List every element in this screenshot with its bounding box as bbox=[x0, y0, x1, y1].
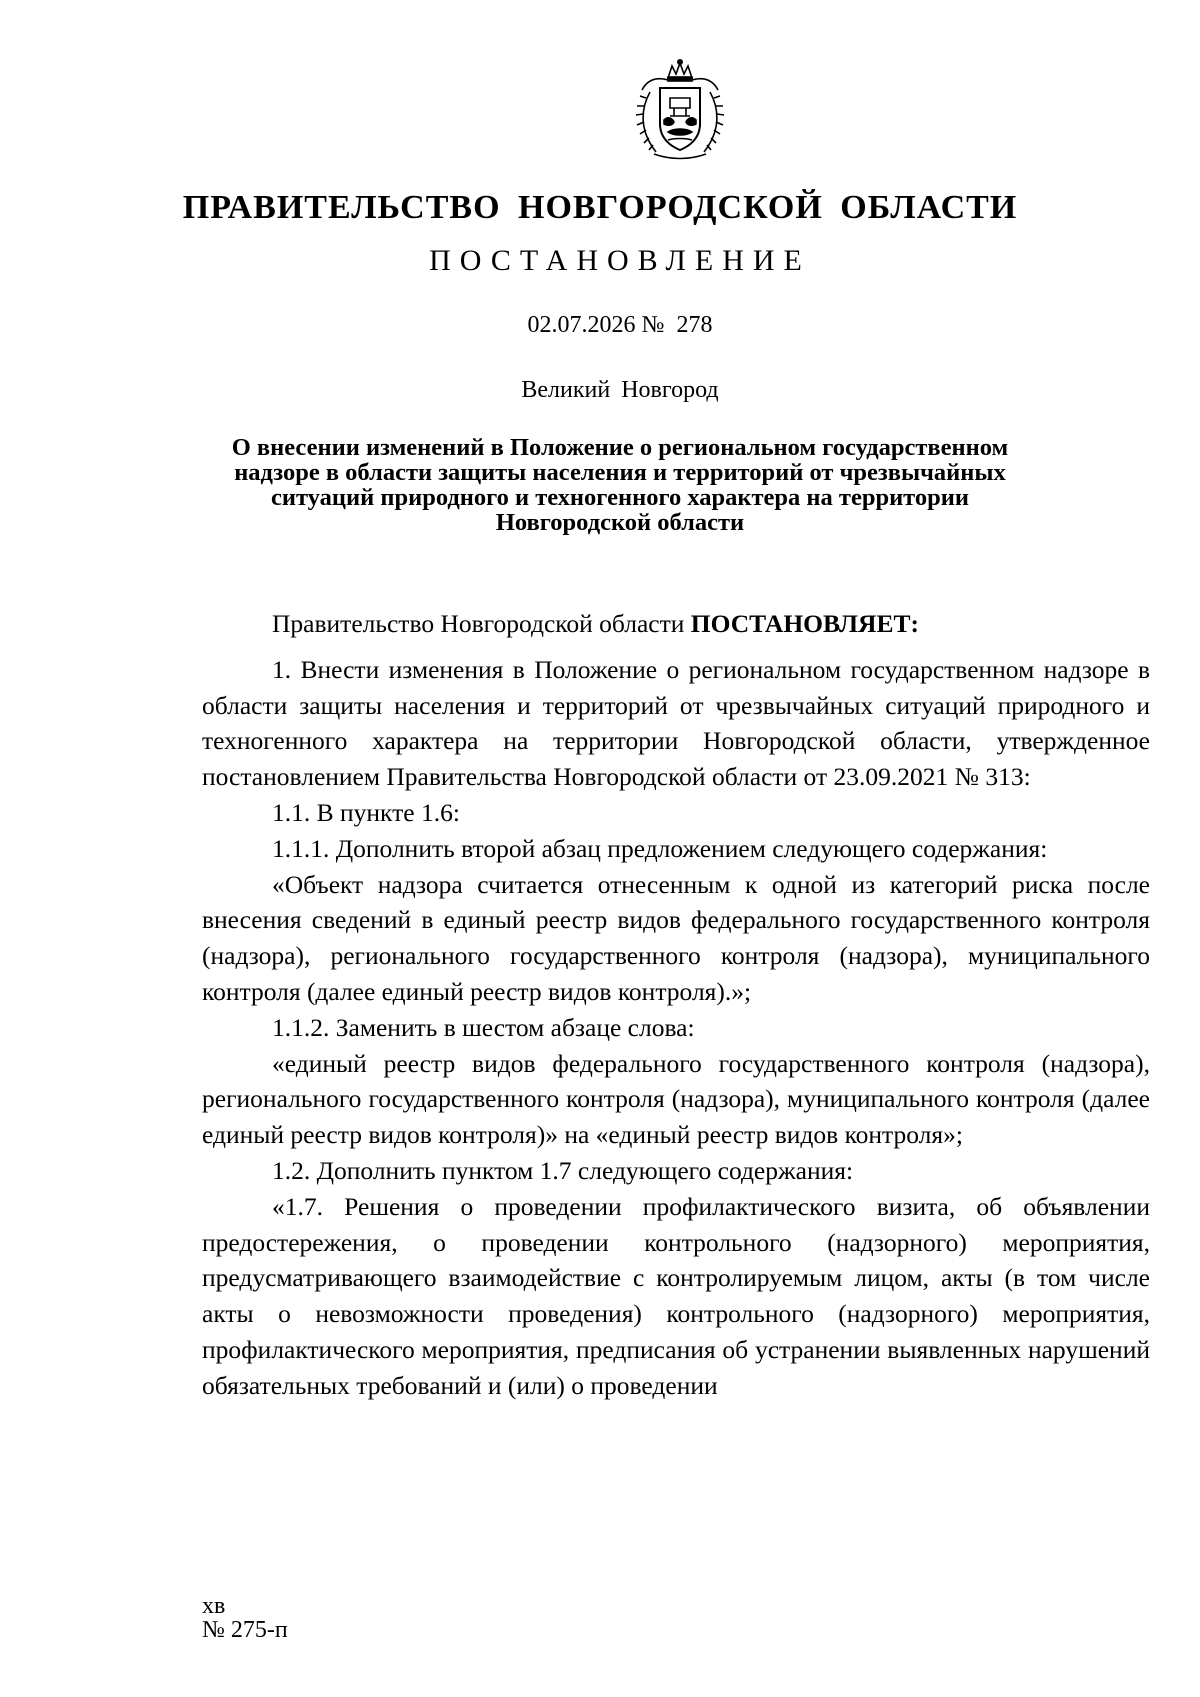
document-subject bbox=[220, 435, 1020, 535]
body-paragraph: 1. Внести изменения в Положение о региональном государственном надзоре в области защиты населения и территорий от чрезвычайных ситуаций природного и техногенного характера на территории Новгородской области, утвержденное постановлением Правительства Новгородской области от 23.09.2021 № 313: bbox=[202, 654, 1150, 792]
body-paragraph: 1.1. В пункте 1.6: bbox=[272, 797, 460, 827]
body-paragraph: «1.7. Решения о проведении профилактического визита, об объявлении предостережения, о проведении контрольного (надзорного) мероприятия, предусматривающего взаимодействие с контролируемым лицом, акты (в том числе акты о невозможности проведения) контрольного (надзорного) мероприятия, профилактического мероприятия, предписания об устранении выявленных нарушений обязательных требований и (или) о проведении bbox=[202, 1191, 1150, 1400]
organization-title: ПРАВИТЕЛЬСТВО НОВГОРОДСКОЙ ОБЛАСТИ bbox=[182, 189, 1018, 226]
body-paragraph: 1.1.1. Дополнить второй абзац предложением следующего содержания: bbox=[272, 833, 1048, 863]
document-date: 02.07.2026 bbox=[527, 312, 636, 338]
number-label: № bbox=[641, 312, 665, 338]
coat-of-arms-icon bbox=[634, 58, 726, 163]
resolution-lead bbox=[202, 606, 1150, 642]
body-paragraph: «единый реестр видов федерального государственного контроля (надзора), регионального государственного контроля (надзора), муниципального контроля (далее единый реестр видов контроля)» на «единый реестр видов контроля»; bbox=[202, 1048, 1150, 1150]
subject-line: надзоре в области защиты населения и территорий от чрезвычайных bbox=[234, 459, 1006, 486]
document-number: 278 bbox=[676, 312, 713, 338]
document-reference: № 275-п bbox=[202, 1617, 288, 1643]
body-paragraph: «Объект надзора считается отнесенным к одной из категорий риска после внесения сведений в единый реестр видов федерального государственного контроля (надзора), регионального государственного контроля (надзора), муниципального контроля (далее единый реестр видов контроля).»; bbox=[202, 869, 1150, 1006]
subject-line: ситуаций природного и техногенного характера на территории bbox=[270, 484, 970, 511]
subject-line: О внесении изменений в Положение о региональном государственном bbox=[231, 434, 1009, 461]
body-paragraph: 1.1.2. Заменить в шестом абзаце слова: bbox=[272, 1012, 695, 1042]
document-type: ПОСТАНОВЛЕНИЕ bbox=[429, 244, 811, 277]
city: Великий Новгород bbox=[521, 377, 719, 403]
subject-line: Новгородской области bbox=[495, 509, 745, 536]
executor-initials: хв bbox=[202, 1593, 226, 1619]
date-and-number bbox=[0, 312, 1200, 339]
body-paragraph: 1.2. Дополнить пунктом 1.7 следующего содержания: bbox=[272, 1155, 854, 1185]
lead-keyword: ПОСТАНОВЛЯЕТ: bbox=[690, 609, 919, 638]
lead-text: Правительство Новгородской области bbox=[272, 609, 691, 638]
document-body bbox=[202, 606, 1150, 1404]
footer bbox=[202, 1594, 288, 1642]
